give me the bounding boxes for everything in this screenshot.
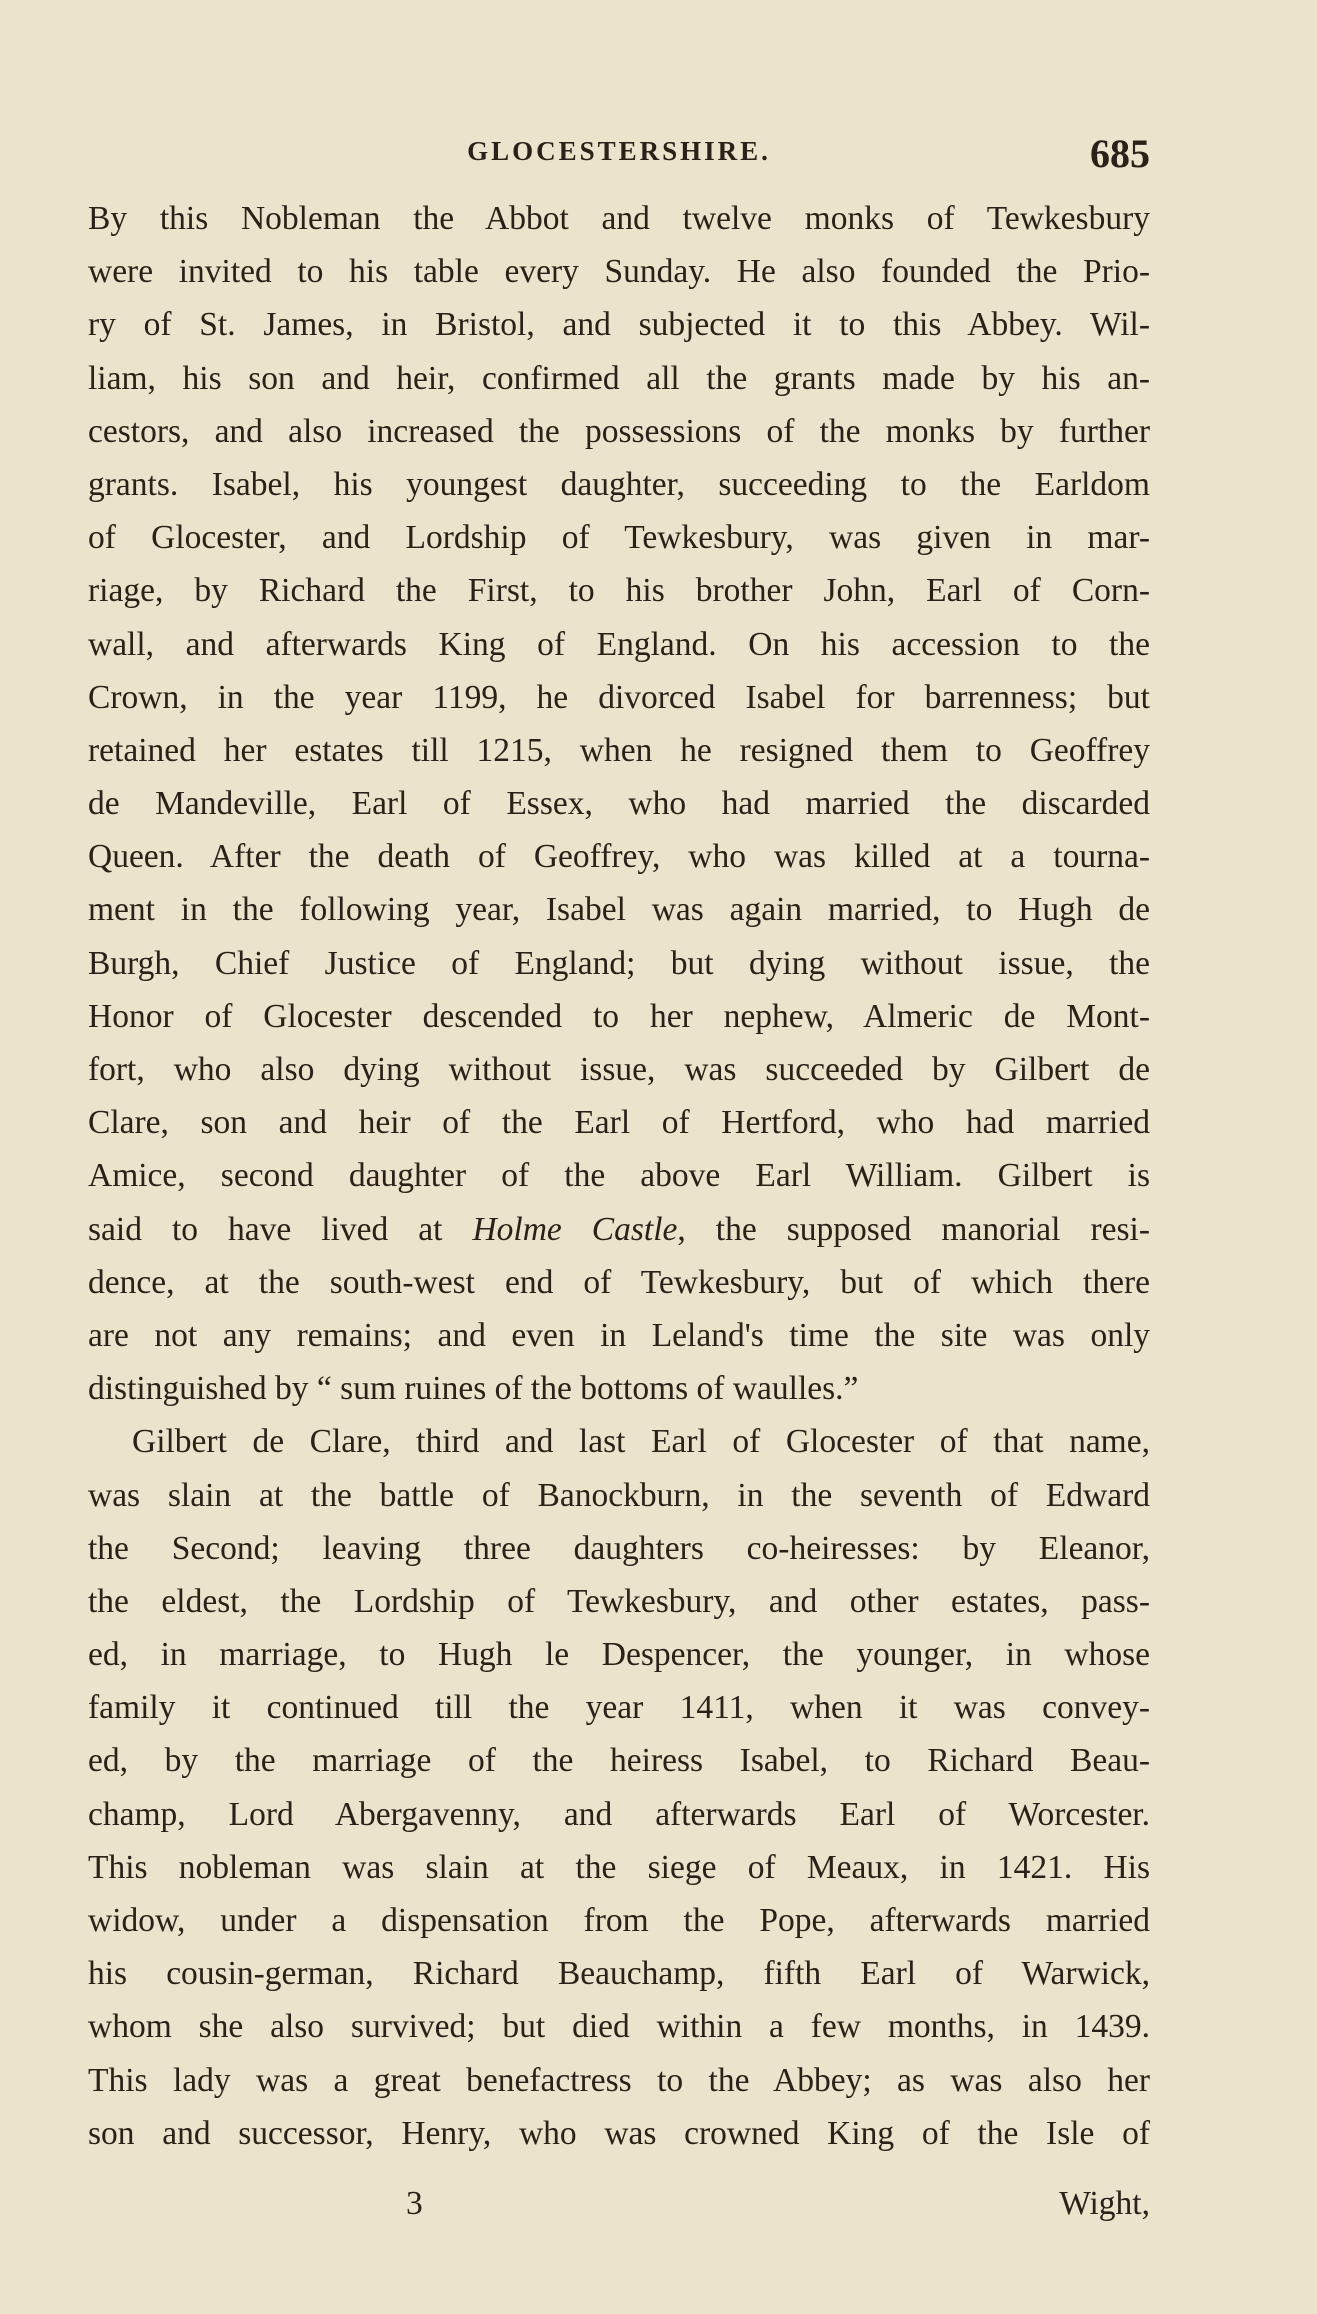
- text-line: distinguished by “ sum ruines of the bottoms of waulles.”: [88, 1370, 859, 1408]
- text-line: grants. Isabel, his youngest daughter, succeeding to the Earldom: [88, 465, 1150, 503]
- text-line: Clare, son and heir of the Earl of Hertford, who had married: [88, 1104, 1150, 1142]
- text-line: ry of St. James, in Bristol, and subjected it to this Abbey. Wil-: [88, 306, 1150, 344]
- catchword: Wight,: [1059, 2185, 1150, 2222]
- text-line: champ, Lord Abergavenny, and afterwards Earl of Worcester.: [88, 1795, 1150, 1833]
- text-line: By this Nobleman the Abbot and twelve monks of Tewkesbury: [88, 200, 1150, 237]
- italic-place-name: Holme Castle: [472, 1210, 678, 1248]
- page-number: 685: [1090, 131, 1150, 176]
- text-line: cestors, and also increased the possessions of the monks by further: [88, 412, 1150, 450]
- text-line: son and successor, Henry, who was crowned King of the Isle of: [88, 2114, 1150, 2152]
- text-line: This nobleman was slain at the siege of Meaux, in 1421. His: [88, 1848, 1150, 1886]
- text-line: widow, under a dispensation from the Pope, afterwards married: [88, 1902, 1150, 1939]
- text-line: family it continued till the year 1411, when it was convey-: [88, 1689, 1150, 1727]
- page-footer: [88, 2185, 1150, 2235]
- text-line: the eldest, the Lordship of Tewkesbury, and other estates, pass-: [88, 1582, 1150, 1620]
- signature-mark: 3: [406, 2185, 423, 2222]
- running-head: GLOCESTERSHIRE.: [467, 136, 771, 166]
- text-line: Honor of Glocester descended to her nephew, Almeric de Mont-: [88, 997, 1150, 1035]
- body-text: [88, 192, 1150, 2160]
- text-line: were invited to his table every Sunday. He also founded the Prio-: [88, 253, 1150, 291]
- text-segment: said to have lived at: [88, 1210, 473, 1248]
- text-line: This lady was a great benefactress to the Abbey; as was also her: [88, 2061, 1150, 2099]
- text-line: Amice, second daughter of the above Earl William. Gilbert is: [88, 1157, 1150, 1195]
- text-line: ment in the following year, Isabel was again married, to Hugh de: [88, 891, 1150, 929]
- text-line: ed, in marriage, to Hugh le Despencer, the younger, in whose: [88, 1636, 1150, 1674]
- text-line: retained her estates till 1215, when he resigned them to Geoffrey: [88, 731, 1150, 769]
- text-line: fort, who also dying without issue, was succeeded by Gilbert de: [88, 1051, 1150, 1088]
- text-segment: , the supposed manorial resi-: [677, 1210, 1150, 1248]
- text-line: ed, by the marriage of the heiress Isabel, to Richard Beau-: [88, 1742, 1150, 1780]
- text-line: Queen. After the death of Geoffrey, who was killed at a tourna-: [88, 838, 1150, 876]
- text-line: de Mandeville, Earl of Essex, who had married the discarded: [88, 785, 1150, 823]
- text-line: was slain at the battle of Banockburn, in the seventh of Edward: [88, 1476, 1150, 1514]
- text-line: Gilbert de Clare, third and last Earl of Glocester of that name,: [132, 1423, 1150, 1461]
- text-line: wall, and afterwards King of England. On his accession to the: [88, 625, 1150, 663]
- text-line-holme-castle: [88, 1203, 1150, 1256]
- text-line: dence, at the south-west end of Tewkesbury, but of which there: [88, 1263, 1150, 1301]
- text-line: Crown, in the year 1199, he divorced Isabel for barrenness; but: [88, 678, 1150, 716]
- text-line: the Second; leaving three daughters co-heiresses: by Eleanor,: [88, 1529, 1150, 1567]
- text-line: liam, his son and heir, confirmed all the grants made by his an-: [88, 359, 1150, 397]
- text-line: Burgh, Chief Justice of England; but dying without issue, the: [88, 944, 1150, 982]
- text-line: whom she also survived; but died within a few months, in 1439.: [88, 2008, 1150, 2046]
- text-line: of Glocester, and Lordship of Tewkesbury, was given in mar-: [88, 519, 1150, 557]
- page-header: [88, 130, 1150, 180]
- text-line: riage, by Richard the First, to his brother John, Earl of Corn-: [88, 572, 1150, 610]
- text-line: are not any remains; and even in Leland's time the site was only: [88, 1316, 1150, 1354]
- text-line: his cousin-german, Richard Beauchamp, fifth Earl of Warwick,: [88, 1955, 1150, 1993]
